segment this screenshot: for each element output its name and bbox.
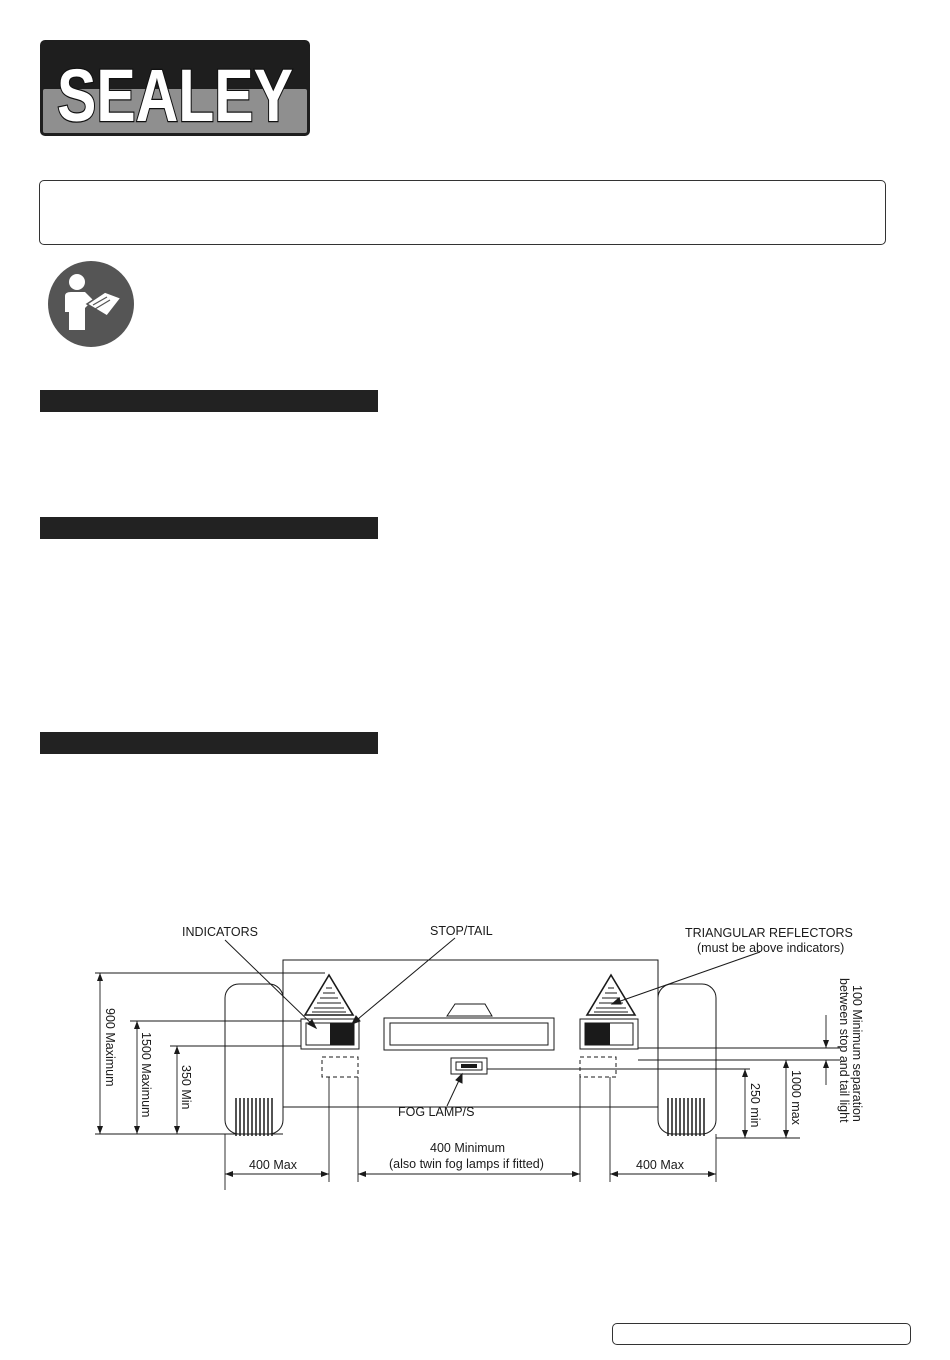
dim-right-400-max: 400 Max bbox=[636, 1158, 684, 1172]
footer-box bbox=[612, 1323, 911, 1345]
dim-350-min: 350 Min bbox=[179, 1065, 193, 1110]
section-header-bar bbox=[40, 517, 378, 539]
read-manual-icon bbox=[47, 260, 135, 348]
section-header-bar bbox=[40, 390, 378, 412]
right-dashed-lamp bbox=[580, 1057, 616, 1077]
dim-250-min: 250 min bbox=[748, 1083, 762, 1128]
separation-line-1: 100 Minimum separation bbox=[850, 985, 864, 1122]
dim-center-note: (also twin fog lamps if fitted) bbox=[389, 1157, 544, 1171]
label-reflectors: TRIANGULAR REFLECTORS bbox=[685, 926, 853, 940]
dim-left-400-max: 400 Max bbox=[249, 1158, 297, 1172]
dim-center-400-min: 400 Minimum bbox=[430, 1141, 506, 1155]
right-wheel bbox=[658, 984, 716, 1134]
dim-1500-max: 1500 Maximum bbox=[139, 1032, 153, 1118]
left-reflector bbox=[305, 975, 353, 1015]
label-reflectors-note: (must be above indicators) bbox=[697, 941, 845, 955]
dim-900-max: 900 Maximum bbox=[103, 1008, 117, 1087]
right-reflector bbox=[587, 975, 635, 1015]
left-wheel bbox=[225, 984, 283, 1134]
section-header-bar bbox=[40, 732, 378, 754]
label-fog-lamps: FOG LAMP/S bbox=[398, 1105, 475, 1119]
sealey-logo bbox=[39, 39, 311, 137]
title-box bbox=[39, 180, 886, 245]
label-indicators: INDICATORS bbox=[182, 925, 258, 939]
dim-1000-max: 1000 max bbox=[789, 1070, 803, 1125]
separation-line-2: between stop and tail light bbox=[837, 978, 851, 1123]
left-dashed-lamp bbox=[322, 1057, 358, 1077]
label-stop-tail: STOP/TAIL bbox=[430, 924, 493, 938]
trailer-lighting-diagram bbox=[0, 900, 950, 1200]
plate-lamp bbox=[447, 1004, 492, 1016]
logo-text: SEALEY bbox=[57, 54, 293, 137]
